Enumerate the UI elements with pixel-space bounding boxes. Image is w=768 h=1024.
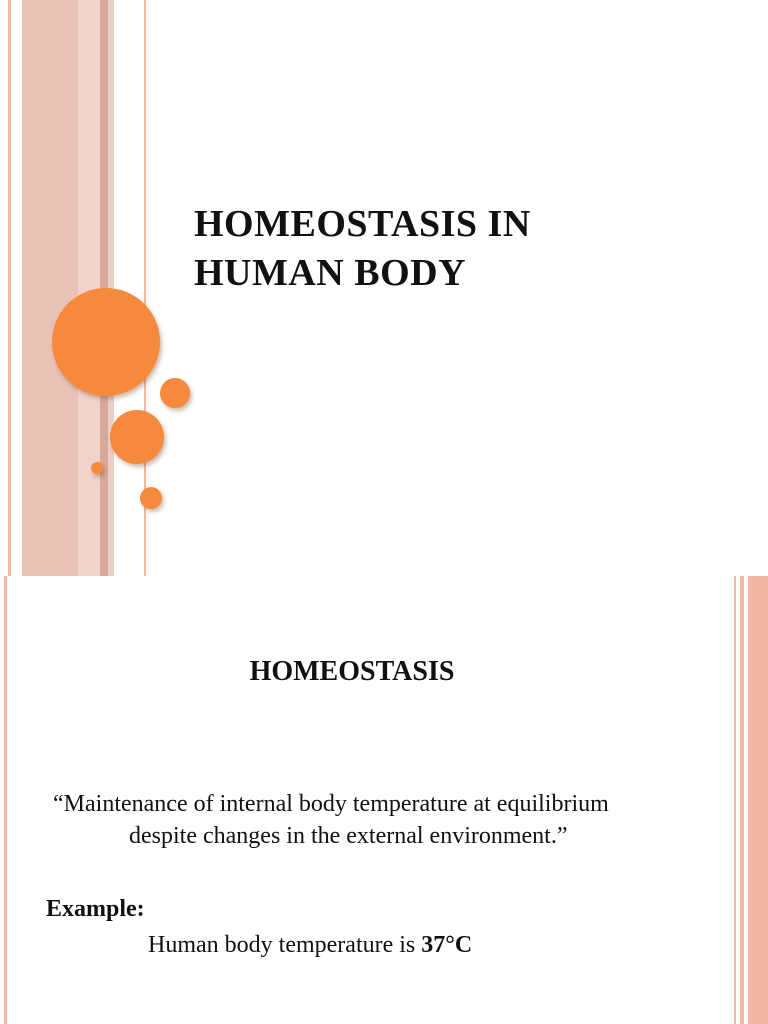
- decor-stripe: [8, 0, 11, 576]
- example-sentence: Human body temperature is: [148, 932, 422, 958]
- slide-title-line: HOMEOSTASIS IN: [194, 203, 531, 245]
- decor-stripe: [22, 0, 78, 576]
- decor-circle: [140, 487, 162, 509]
- decor-stripe: [4, 576, 7, 1024]
- definition-line: despite changes in the external environment.”: [129, 823, 568, 849]
- slide-title: [194, 200, 714, 298]
- example-value: 37°C: [421, 932, 473, 958]
- slide-title-line: HUMAN BODY: [194, 252, 467, 294]
- definition-slide: [0, 576, 768, 1024]
- slide-heading: HOMEOSTASIS: [249, 656, 455, 687]
- decor-circle: [110, 410, 164, 464]
- decor-circle-large: [52, 288, 160, 396]
- decor-circle: [91, 462, 103, 474]
- decor-stripe: [748, 576, 768, 1024]
- decor-circle: [160, 378, 190, 408]
- definition-line: “Maintenance of internal body temperature at equilibrium: [53, 791, 609, 817]
- decor-stripe: [740, 576, 744, 1024]
- definition-text: [40, 788, 690, 852]
- example-text: [148, 932, 472, 959]
- decor-stripe: [734, 576, 736, 1024]
- example-label: Example:: [46, 896, 145, 922]
